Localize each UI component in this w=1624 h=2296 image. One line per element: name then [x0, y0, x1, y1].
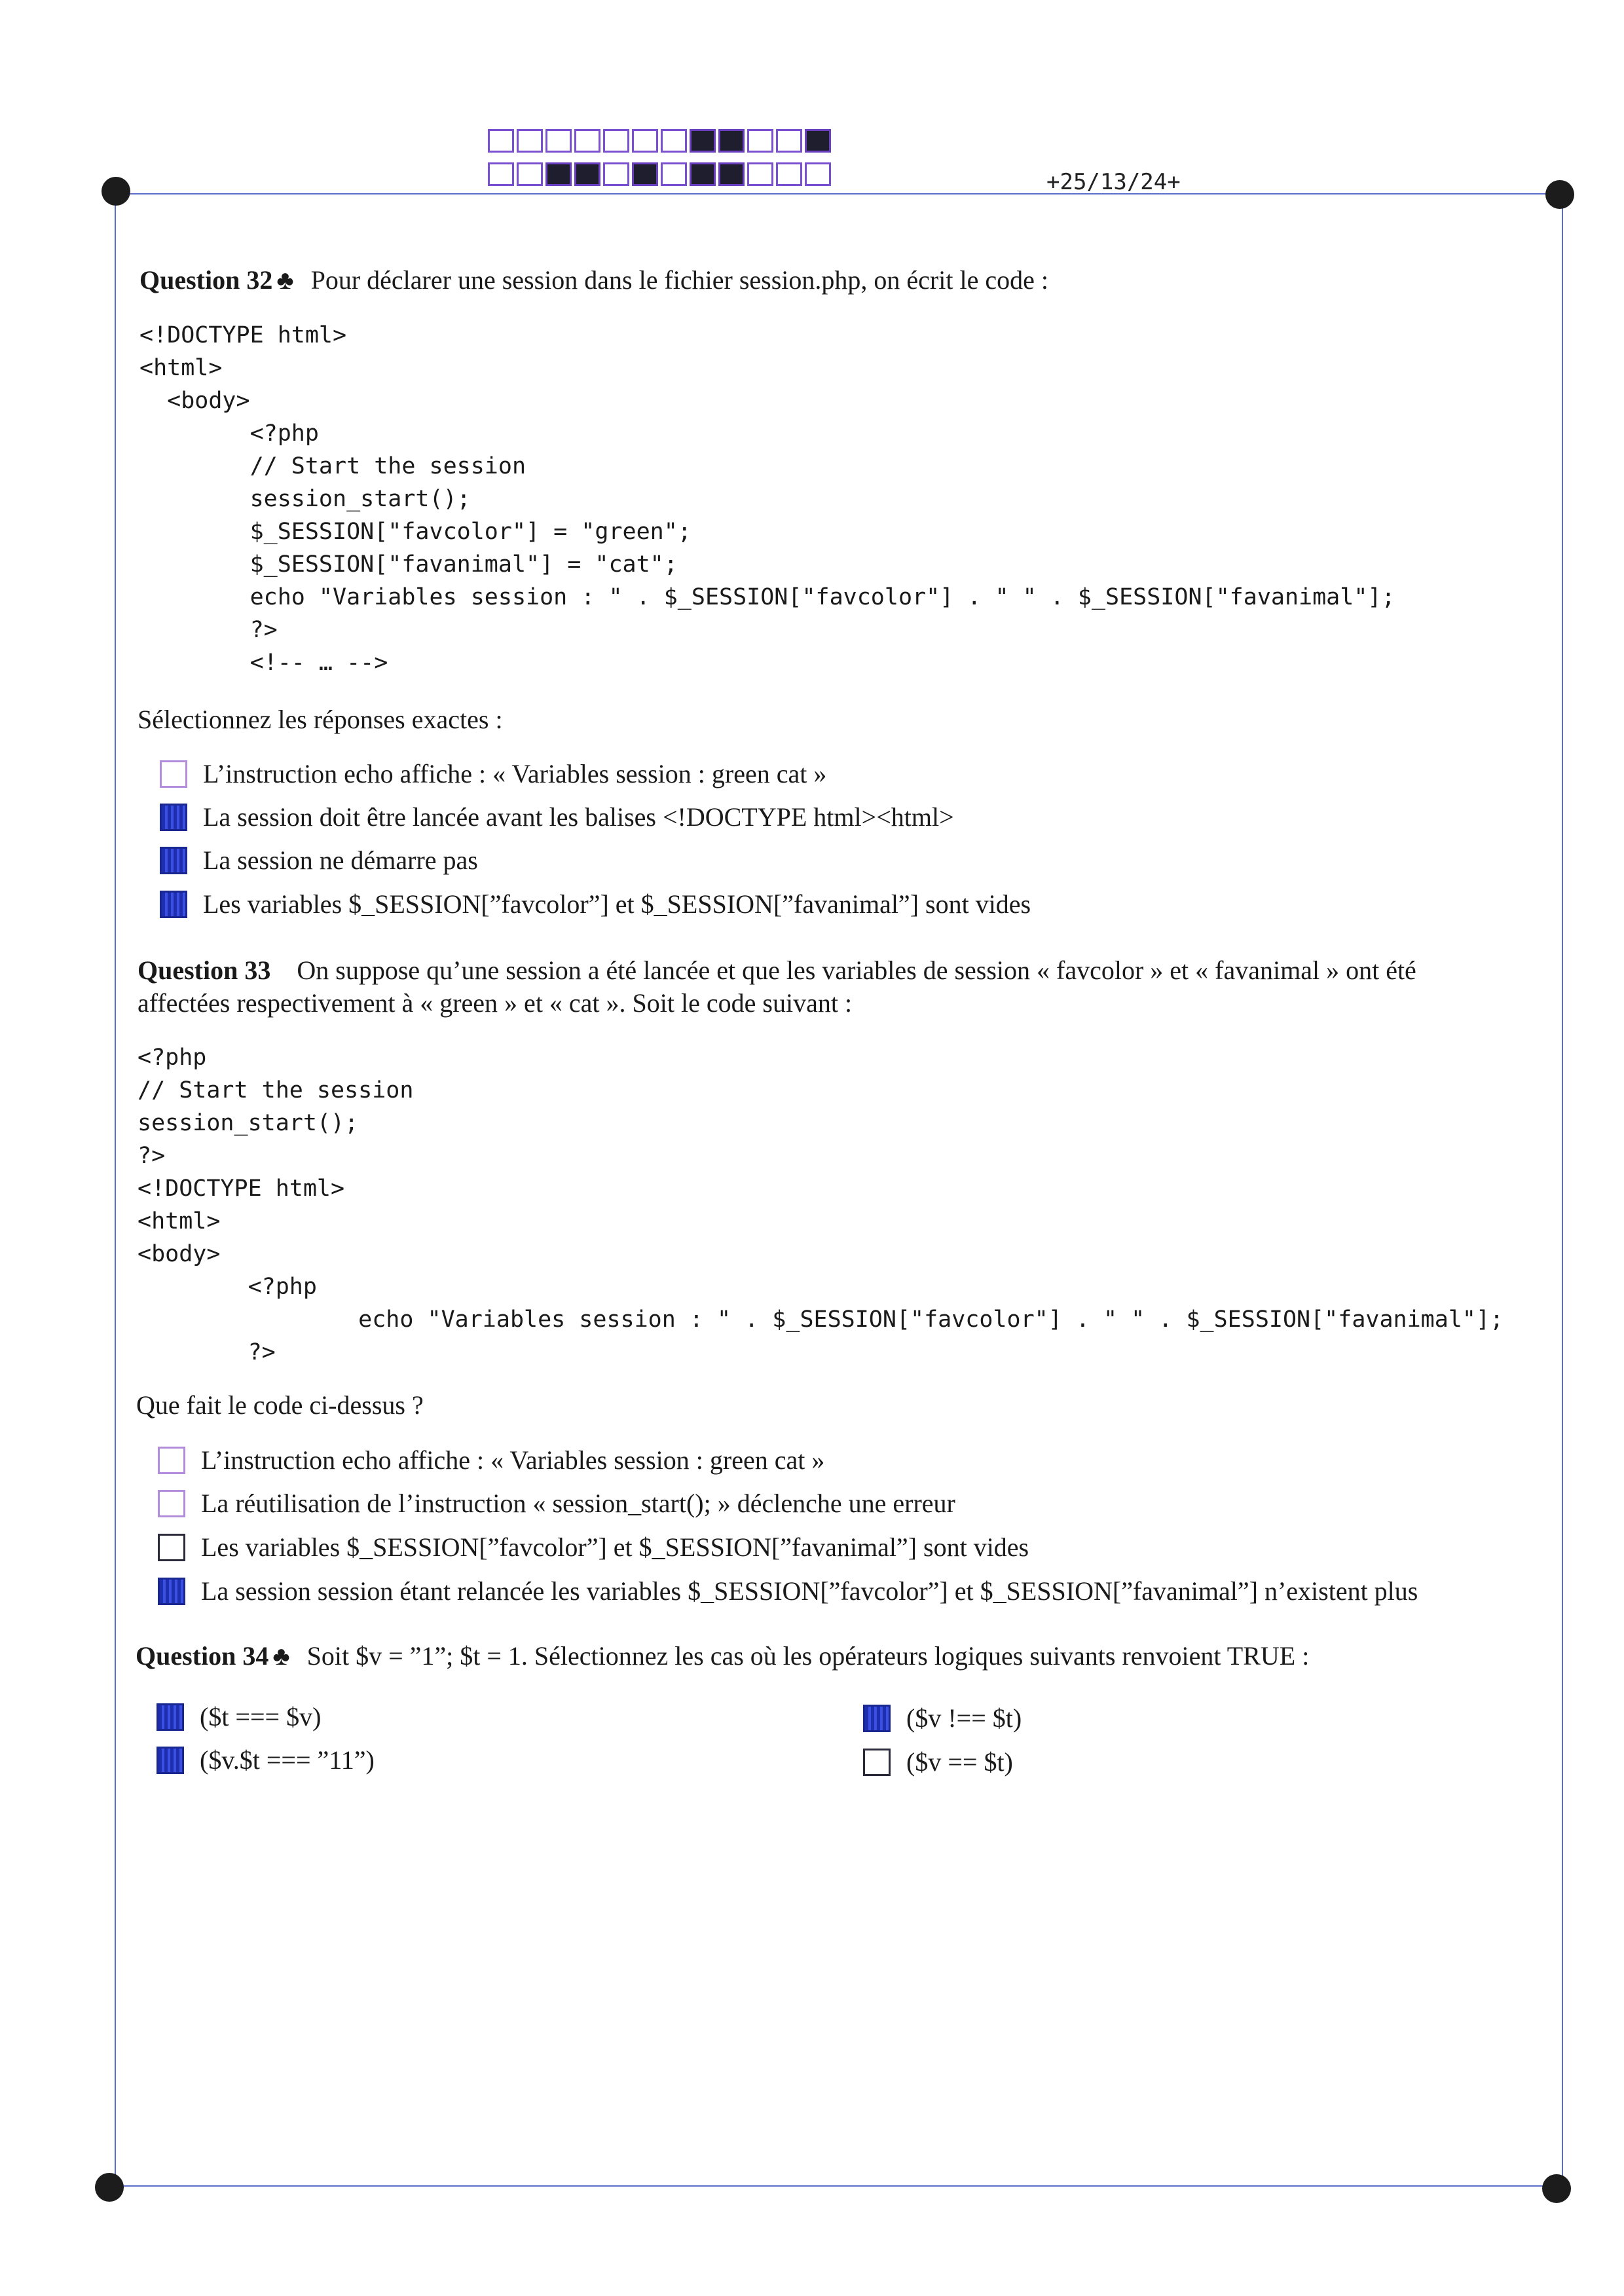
answer-label: L’instruction echo affiche : « Variables session : green cat »	[201, 1445, 825, 1475]
answer-checkbox[interactable]	[158, 1490, 185, 1517]
club-icon: ♣	[276, 265, 294, 295]
q33-answer-1[interactable]	[158, 1445, 824, 1476]
question-text: Soit $v = ”1”; $t = 1. Sélectionnez les cas où les opérateurs logiques suivants renvoient TRUE :	[306, 1641, 1310, 1671]
q34-answer-2[interactable]	[157, 1745, 375, 1776]
barcode-cell	[545, 129, 572, 153]
answer-checkbox[interactable]	[157, 1747, 184, 1774]
barcode-cell	[517, 129, 543, 153]
barcode-cell	[718, 129, 745, 153]
corner-mark-bottom-left	[95, 2173, 124, 2202]
answer-checkbox[interactable]	[863, 1749, 891, 1776]
q32-answer-3[interactable]	[160, 845, 478, 876]
answer-label: La session doit être lancée avant les balises <!DOCTYPE html><html>	[203, 802, 954, 832]
barcode-cell	[747, 162, 773, 186]
corner-mark-top-left	[101, 177, 130, 206]
question-32-heading	[139, 265, 1048, 296]
barcode-cell	[545, 162, 572, 186]
answer-checkbox[interactable]	[160, 891, 187, 918]
q34-answer-3[interactable]	[863, 1703, 1022, 1734]
barcode-cell	[747, 129, 773, 153]
answer-checkbox[interactable]	[863, 1705, 891, 1732]
barcode-cell	[718, 162, 745, 186]
question-33-heading-line2: affectées respectivement à « green » et « cat ». Soit le code suivant :	[138, 988, 853, 1018]
barcode-cell	[603, 129, 629, 153]
answer-label: La session session étant relancée les variables $_SESSION[”favcolor”] et $_SESSION[”favanimal”] n’existent plus	[201, 1576, 1418, 1606]
question-text: On suppose qu’une session a été lancée et que les variables de session « favcolor » et « favanimal » ont été	[297, 955, 1416, 985]
barcode-top	[488, 129, 834, 153]
barcode-cell	[661, 129, 687, 153]
question-number: Question 34	[136, 1641, 269, 1671]
answer-label: Les variables $_SESSION[”favcolor”] et $_SESSION[”favanimal”] sont vides	[203, 889, 1031, 919]
answer-label: Les variables $_SESSION[”favcolor”] et $_SESSION[”favanimal”] sont vides	[201, 1532, 1029, 1562]
answer-label: La session ne démarre pas	[203, 845, 478, 875]
page-id: +25/13/24+	[1046, 169, 1181, 195]
barcode-cell	[488, 162, 514, 186]
barcode-bottom	[488, 162, 834, 186]
q34-answer-1[interactable]	[157, 1701, 321, 1733]
answer-checkbox[interactable]	[158, 1447, 185, 1474]
barcode-cell	[603, 162, 629, 186]
answer-checkbox[interactable]	[158, 1578, 185, 1605]
barcode-cell	[574, 129, 600, 153]
question-33-prompt: Que fait le code ci-dessus ?	[136, 1390, 424, 1420]
q33-answer-2[interactable]	[158, 1488, 955, 1519]
corner-mark-bottom-right	[1542, 2174, 1571, 2203]
answer-label: ($v == $t)	[906, 1747, 1013, 1777]
barcode-cell	[690, 129, 716, 153]
barcode-cell	[776, 162, 802, 186]
answer-label: ($v.$t === ”11”)	[200, 1745, 375, 1775]
q32-answer-1[interactable]	[160, 758, 826, 790]
barcode-cell	[805, 162, 831, 186]
answer-checkbox[interactable]	[160, 760, 187, 788]
q32-answer-2[interactable]	[160, 802, 954, 833]
answer-checkbox[interactable]	[160, 804, 187, 831]
barcode-cell	[632, 162, 658, 186]
answer-checkbox[interactable]	[158, 1534, 185, 1561]
answer-label: La réutilisation de l’instruction « session_start(); » déclenche une erreur	[201, 1489, 955, 1518]
answer-checkbox[interactable]	[160, 847, 187, 874]
corner-mark-top-right	[1545, 180, 1574, 209]
q34-answer-4[interactable]	[863, 1747, 1013, 1778]
barcode-cell	[488, 129, 514, 153]
barcode-cell	[776, 129, 802, 153]
code-block-q33: <?php // Start the session session_start(); ?> <!DOCTYPE html> <html> <body> <?php echo "Variables session : " . $_SESSION["favcolor"] . " " . $_SESSION["favanimal"]; ?>	[138, 1045, 1504, 1365]
question-33-heading	[138, 955, 1416, 986]
barcode-cell	[661, 162, 687, 186]
question-number: Question 33	[138, 955, 271, 985]
answer-label: ($v !== $t)	[906, 1703, 1022, 1733]
question-number: Question 32	[139, 265, 273, 295]
barcode-cell	[574, 162, 600, 186]
answer-checkbox[interactable]	[157, 1703, 184, 1731]
answer-label: L’instruction echo affiche : « Variables session : green cat »	[203, 759, 827, 788]
code-block-q32: <!DOCTYPE html> <html> <body> <?php // Start the session session_start(); $_SESSION["favcolor"] = "green"; $_SESSION["favanimal"] = "cat"; echo "Variables session : " . $_SESSION["favcolor"] . " " . $_SESSION["favanimal"]; ?> <!-- … -->	[139, 322, 1395, 676]
question-text: Pour déclarer une session dans le fichier session.php, on écrit le code :	[310, 265, 1048, 295]
question-32-prompt: Sélectionnez les réponses exactes :	[138, 705, 503, 734]
answer-label: ($t === $v)	[200, 1702, 322, 1731]
barcode-cell	[632, 129, 658, 153]
barcode-cell	[517, 162, 543, 186]
barcode-cell	[805, 129, 831, 153]
q33-answer-3[interactable]	[158, 1532, 1029, 1563]
question-34-heading	[136, 1640, 1309, 1672]
barcode-cell	[690, 162, 716, 186]
club-icon: ♣	[272, 1641, 290, 1671]
q32-answer-4[interactable]	[160, 889, 1031, 920]
q33-answer-4[interactable]	[158, 1576, 1418, 1607]
